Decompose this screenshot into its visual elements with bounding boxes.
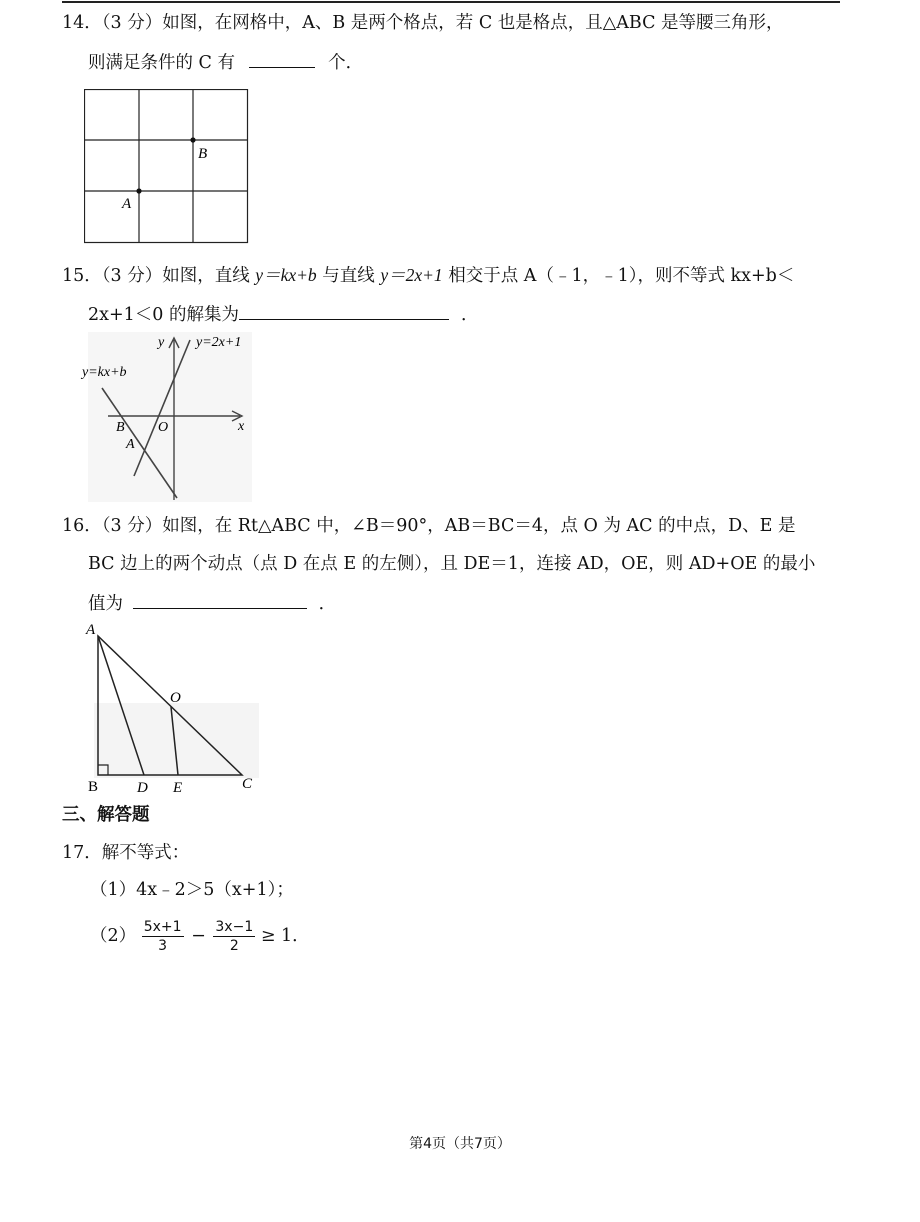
label-a: A <box>122 196 132 212</box>
label-b: B <box>116 420 125 435</box>
grid-border <box>85 90 248 243</box>
q14-line2-end: 个． <box>328 53 364 73</box>
q17-part2 <box>90 916 310 956</box>
fraction-1 <box>142 919 184 954</box>
label-e: E <box>173 780 183 796</box>
section-title: 三、解答题 <box>62 805 150 825</box>
q15-line1-text2: 与直线 <box>322 266 375 286</box>
q16-line3-text: 值为 <box>88 594 123 614</box>
fraction-1-numerator: 5x+1 <box>143 919 182 935</box>
fraction-2-denominator: 2 <box>229 938 239 954</box>
label-a: A <box>86 622 96 638</box>
point-b <box>190 137 195 142</box>
q16-line1: 16．（3 分）如图，在 Rt△ABC 中，∠B＝90°，AB＝BC＝4，点 O 为 AC 的中点，D、E 是 <box>62 516 796 536</box>
q17-part1: （1）4x﹣2＞5（x+1）； <box>90 880 294 900</box>
q15-line1-text: 15．（3 分）如图，直线 <box>62 266 250 286</box>
label-d: D <box>137 780 148 796</box>
label-b: B <box>88 779 99 795</box>
q14-grid-figure <box>84 89 254 247</box>
label-line1: y=2x+1 <box>196 335 242 350</box>
q16-answer-blank[interactable] <box>133 590 307 609</box>
q15-line1 <box>62 263 794 288</box>
q15-line1-text3: 相交于点 A（﹣1，﹣1），则不等式 kx+b＜ <box>448 266 795 286</box>
q14-line2-text: 则满足条件的 C 有 <box>88 53 236 73</box>
q17-title: 17．解不等式： <box>62 843 190 863</box>
fraction-2-numerator: 3x−1 <box>215 919 254 935</box>
point-a <box>136 188 141 193</box>
q15-line2-end: ． <box>461 305 479 325</box>
q14-line1: 14．（3 分）如图，在网格中，A、B 是两个格点，若 C 也是格点，且△ABC 是等腰三角形， <box>62 13 784 33</box>
q15-answer-blank[interactable] <box>239 301 449 320</box>
q16-line3-end: ． <box>318 594 337 614</box>
q15-line2 <box>88 301 479 327</box>
q15-line2-text: 2x+1＜0 的解集为 <box>88 305 239 325</box>
q14-line2 <box>88 49 363 75</box>
q15-eq2: y＝2x+1 <box>380 265 443 285</box>
label-o: O <box>158 420 169 435</box>
label-b: B <box>198 146 208 162</box>
fraction-1-denominator: 3 <box>158 938 168 954</box>
q15-eq1: y＝kx+b <box>255 265 317 285</box>
label-y: y <box>158 335 165 350</box>
minus-sign: − <box>191 926 206 946</box>
label-x: x <box>238 419 245 434</box>
q15-graph-figure <box>80 330 260 505</box>
q16-line2: BC 边上的两个动点（点 D 在点 E 的左侧），且 DE＝1，连接 AD，OE，则 AD+OE 的最小 <box>88 554 816 574</box>
q17-part2-suffix: ≥ 1． <box>260 926 310 946</box>
fraction-2 <box>213 919 255 954</box>
label-a: A <box>126 437 135 452</box>
top-rule <box>62 1 840 3</box>
q16-triangle-figure <box>84 618 264 800</box>
q16-line3 <box>88 590 336 616</box>
q17-part2-prefix: （2） <box>90 926 137 946</box>
q14-answer-blank[interactable] <box>249 49 315 68</box>
label-c: C <box>242 776 253 792</box>
label-o: O <box>170 690 181 706</box>
graph-background <box>88 332 252 502</box>
label-line2: y=kx+b <box>82 365 127 380</box>
page-number: 第4页（共7页） <box>409 1136 511 1152</box>
